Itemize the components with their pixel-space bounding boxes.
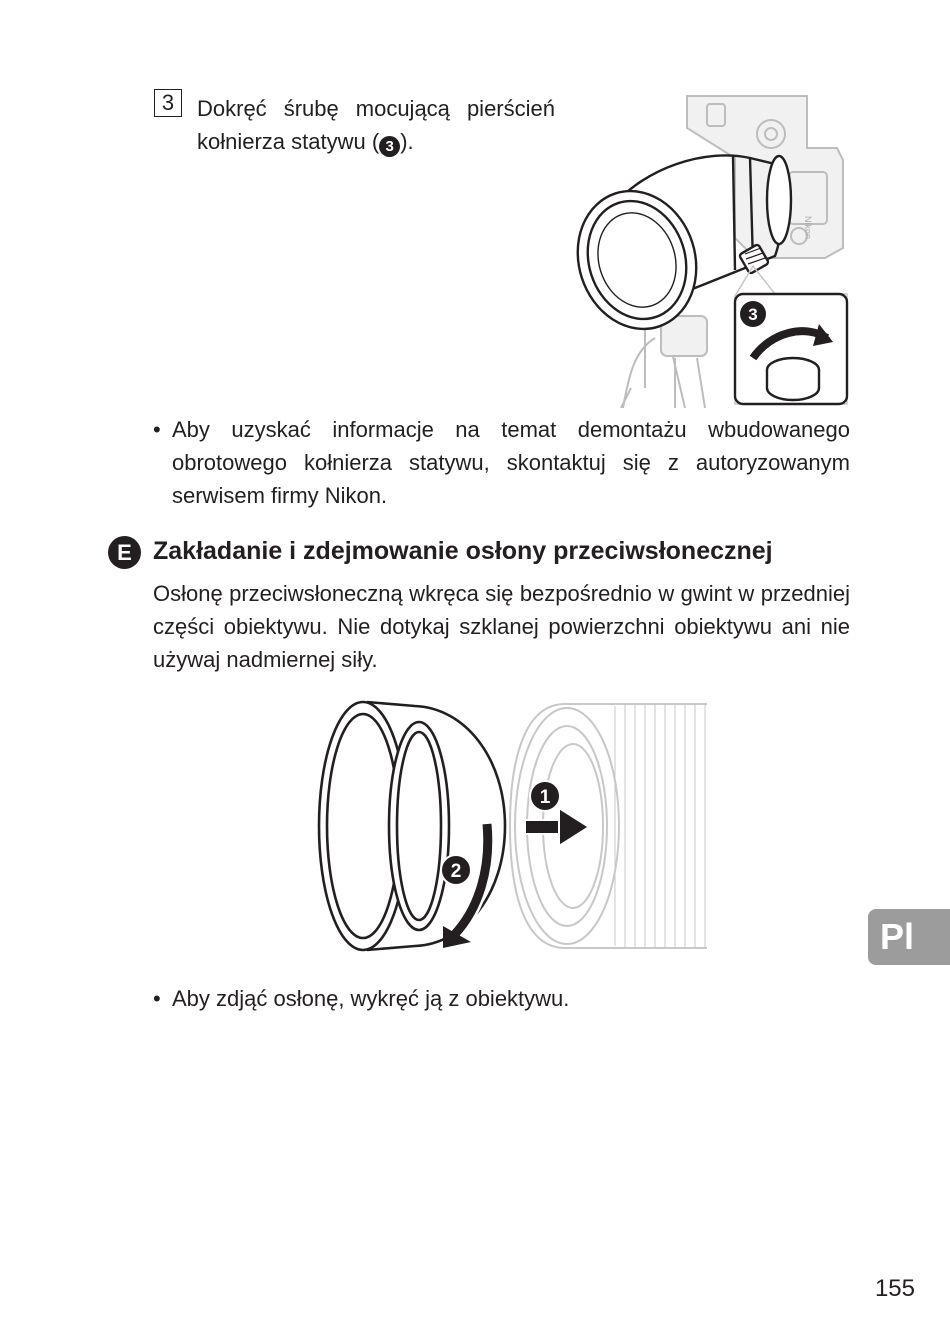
callout-3-icon: 3 bbox=[379, 136, 400, 157]
tripod-collar-illustration bbox=[575, 88, 855, 408]
section-title: Zakładanie i zdejmowanie osłony przeciwsłonecznej bbox=[153, 537, 773, 565]
step-text-before: Dokręć śrubę mocującą pierścień kołnierza statywu ( bbox=[197, 96, 555, 154]
section-e-badge-icon: E bbox=[108, 536, 141, 569]
figure2-callout-1: 1 bbox=[539, 787, 551, 808]
step-number-box: 3 bbox=[154, 89, 182, 117]
figure2-callout-2: 2 bbox=[450, 861, 462, 882]
language-tab: Pl bbox=[868, 909, 950, 965]
step-instruction bbox=[197, 92, 555, 158]
note-text-2: Aby zdjąć osłonę, wykręć ją z obiektywu. bbox=[172, 986, 570, 1011]
step-text-after: ). bbox=[400, 129, 414, 154]
bullet-dot-2: • bbox=[153, 986, 161, 1011]
lens-hood-illustration bbox=[315, 698, 715, 953]
section-paragraph: Osłonę przeciwsłoneczną wkręca się bezpośrednio w gwint w przedniej części obiektywu. Nie dotykaj szklanej powierzchni obiektywu ani nie używaj nadmiernej siły. bbox=[153, 581, 850, 672]
page-number: 155 bbox=[874, 1275, 915, 1302]
nikon-brand-label: Nikon bbox=[803, 216, 813, 240]
figure1-callout-3: 3 bbox=[748, 305, 758, 324]
bullet-dot: • bbox=[153, 417, 161, 442]
note-text: Aby uzyskać informacje na temat demontażu wbudowanego obrotowego kołnierza statywu, skontaktuj się z autoryzowanym serwisem firmy Nikon. bbox=[172, 417, 850, 508]
